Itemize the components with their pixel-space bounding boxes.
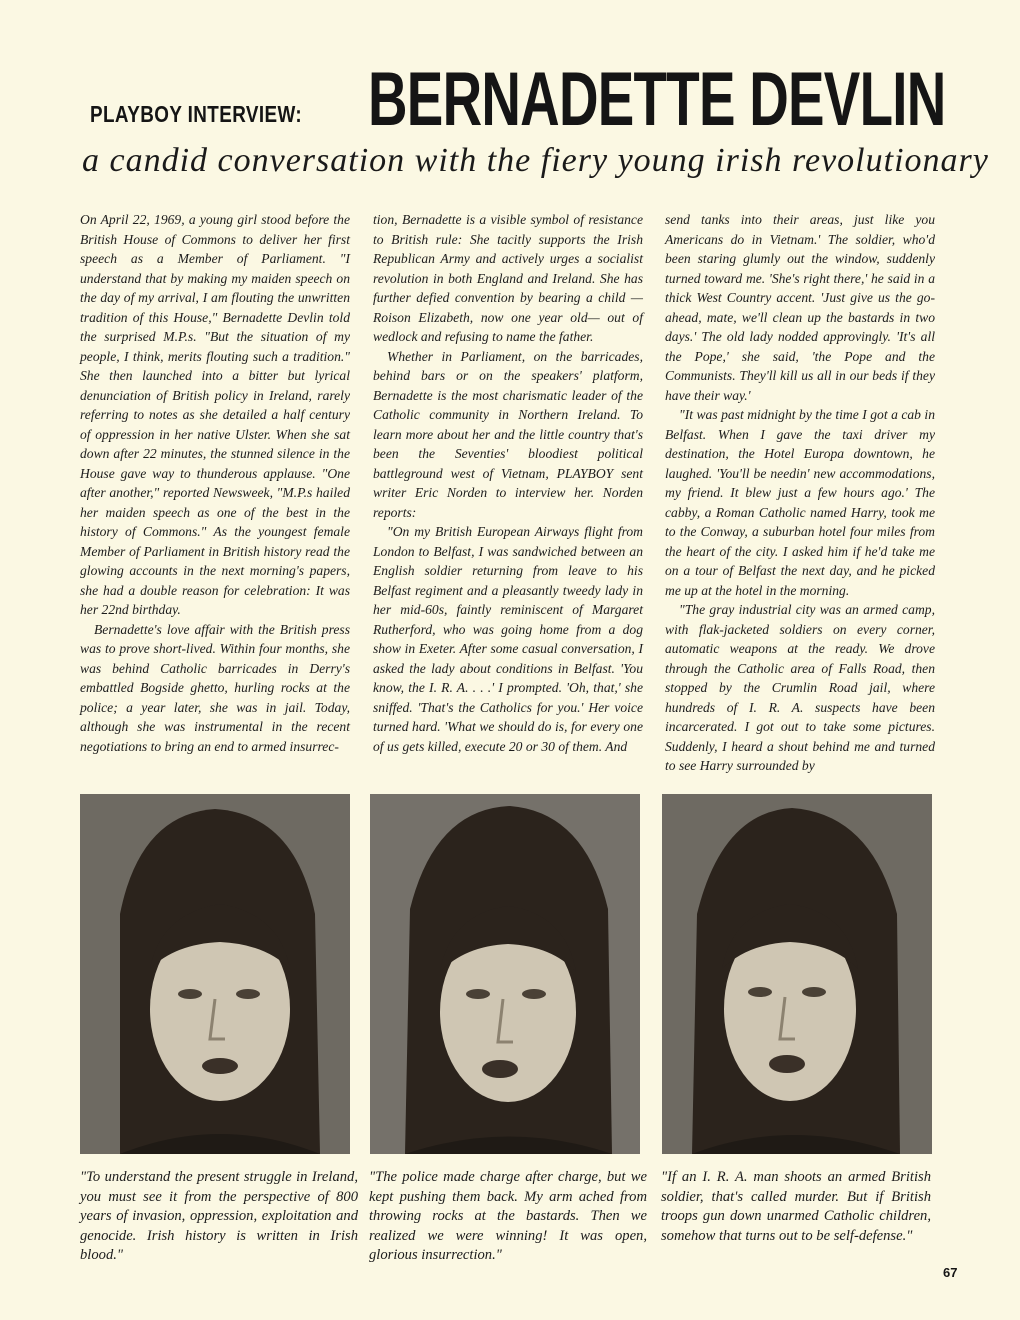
photo-caption-3: "If an I. R. A. man shoots an armed British soldier, that's called murder. But if British troops gun down unarmed Catholic children, somehow that turns out to be self-defense." (661, 1169, 931, 1244)
text-column-2 (373, 210, 643, 756)
paragraph: "It was past midnight by the time I got a cab in Belfast. When I gave the taxi driver my destination, the Hotel Europa downtown, he laughed. 'You'll be needin' new accommodations, my friend. It blew just a few hours ago.' The cabby, a Roman Catholic named Harry, took me to the Conway, a suburban hotel four miles from the heart of the city. I asked him if he'd take me on a tour of Belfast the next day, and he picked me up at the hotel in the morning. (665, 407, 935, 598)
portrait-photo-1 (80, 794, 350, 1154)
paragraph: "On my British European Airways flight from London to Belfast, I was sandwiched between an English soldier returning from leave to his Belfast regiment and a pleasantly tweedy lady in her mid-60s, faintly reminiscent of Margaret Rutherford, who was going home from a dog show in Exeter. After some casual conversation, I asked the lady about conditions in Belfast. 'You know, the I. R. A. . . .' I prompted. 'Oh, that,' she sniffed. 'That's the Catholics for you.' Her voice turned hard. 'What we should do is, for every one of us gets killed, execute 20 or 30 of them. And (373, 524, 643, 754)
headline: BERNADETTE DEVLIN (368, 57, 946, 142)
header (90, 48, 950, 142)
text-column-1 (80, 210, 350, 756)
kicker: PLAYBOY INTERVIEW: (90, 101, 303, 127)
paragraph: Bernadette's love affair with the British press was to prove short-lived. Within four months, she was behind Catholic barricades in Derry's embattled Bogside ghetto, hurling rocks at the police; a year later, she was in jail. Today, although she was instrumental in the recent negotiations to bring an end to armed insurrec- (80, 621, 350, 754)
subhead: a candid conversation with the fiery young irish revolutionary (82, 142, 989, 179)
text-column-3 (665, 210, 935, 776)
paragraph: "The gray industrial city was an armed camp, with flak-jacketed soldiers on every corner, automatic weapons at the ready. We drove through the Catholic area of Falls Road, then stopped by the Crumlin Road jail, where hundreds of I. R. A. suspects have been incarcerated. I got out to take some pictures. Suddenly, I heard a shout behind me and turned to see Harry surrounded by (665, 602, 935, 773)
page-number: 67 (943, 1265, 958, 1280)
photo-caption-1: "To understand the present struggle in Ireland, you must see it from the perspective of 800 years of invasion, oppression, exploitation and genocide. Irish history is written in Irish blood." (80, 1169, 358, 1263)
paragraph: On April 22, 1969, a young girl stood before the British House of Commons to deliver her first speech as a Member of Parliament. "I understand that by making my maiden speech on the day of my arrival, I am flouting the unwritten tradition of this House," Bernadette Devlin told the surprised M.P.s. "But the situation of my people, I think, merits flouting such a tradition." She then launched into a bitter but lyrical denunciation of British policy in Ireland, rarely referring to notes as she detailed a half century of oppression in her native Ulster. When she sat down after 22 minutes, the stunned silence in the House gave way to thunderous applause. "One after another," reported Newsweek, "M.P.s hailed her maiden speech as one of the best in the history of Commons." As the youngest female Member of Parliament in British history read the glowing accounts in the next morning's papers, she had a double reason for celebration: It was her 22nd birthday. (80, 212, 350, 617)
portrait-photo-2 (370, 794, 640, 1154)
paragraph: tion, Bernadette is a visible symbol of resistance to British rule: She tacitly supports the Irish Republican Army and actively urges a socialist revolution in both England and Ireland. She has further defied convention by bearing a child —Roison Elizabeth, now one year old— out of wedlock and refusing to name the father. (373, 212, 643, 344)
portrait-photo-3 (662, 794, 932, 1154)
paragraph: send tanks into their areas, just like you Americans do in Vietnam.' The soldier, who'd been staring glumly out the window, suddenly turned toward me. 'She's right there,' he said in a thick West Country accent. 'Just give us the go-ahead, mate, we'll clean up the bastards in two days.' The old lady nodded approvingly. 'It's all the Pope,' she said, 'the Pope and the Communists. They'll kill us all in our beds if they have their way.' (665, 212, 935, 403)
paragraph: Whether in Parliament, on the barricades, behind bars or on the speakers' platform, Bernadette is the most charismatic leader of the Catholic community in Northern Ireland. To learn more about her and the little country that's been the Seventies' bloodiest political battleground west of Vietnam, PLAYBOY sent writer Eric Norden to interview her. Norden reports: (373, 348, 643, 520)
photo-caption-2: "The police made charge after charge, but we kept pushing them back. My arm ached from throwing rocks at the bastards. Then we realized we were winning! It was open, glorious insurrection." (369, 1169, 647, 1263)
